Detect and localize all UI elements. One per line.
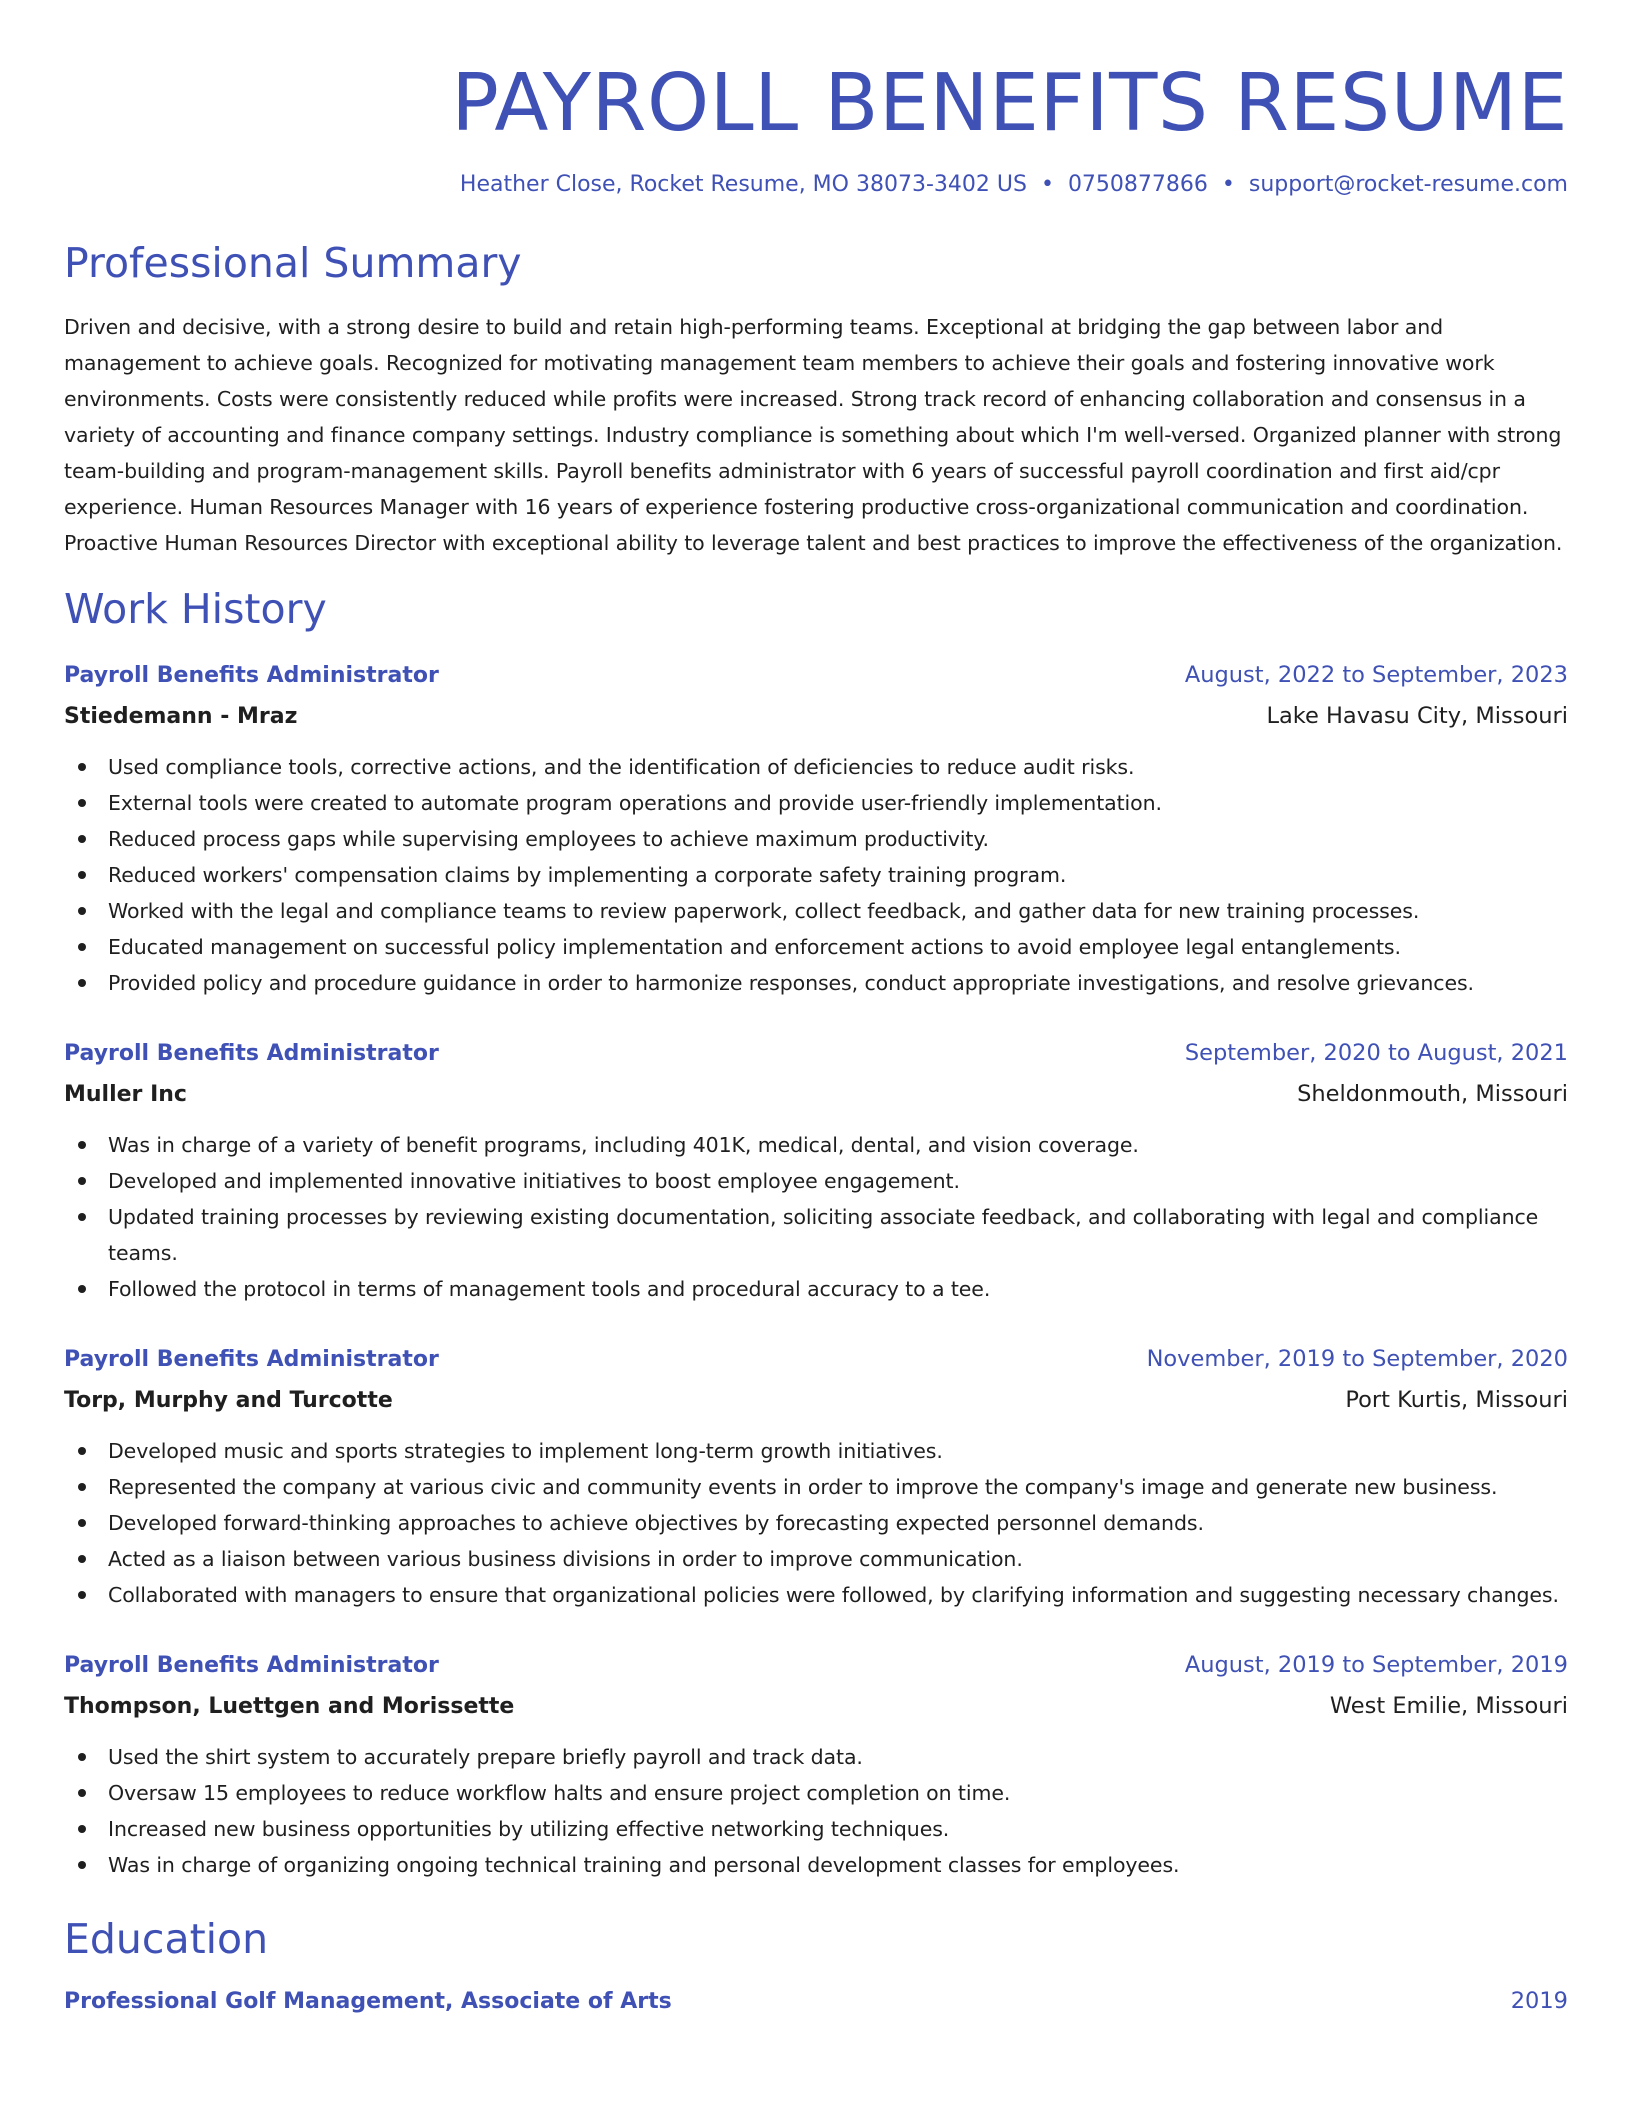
work-history-list <box>64 657 1568 1883</box>
bullet-dot-icon <box>78 1591 86 1599</box>
job-bullet-text: Followed the protocol in terms of management tools and procedural accuracy to a tee. <box>108 1277 991 1301</box>
job-bullet-text: Developed forward-thinking approaches to achieve objectives by forecasting expected personnel demands. <box>108 1511 1204 1535</box>
contact-info <box>64 169 1568 201</box>
bullet-dot-icon <box>78 907 86 915</box>
job-location: Lake Havasu City, Missouri <box>1266 703 1568 729</box>
bullet-dot-icon <box>78 1447 86 1455</box>
bullet-dot-icon <box>78 835 86 843</box>
job-bullet-text: Acted as a liaison between various business divisions in order to improve communication. <box>108 1547 1023 1571</box>
job-company-row <box>64 694 1568 735</box>
job-bullet-text: External tools were created to automate program operations and provide user-friendly implementation. <box>108 791 1162 815</box>
bullet-dot-icon <box>78 1483 86 1491</box>
bullet-dot-icon <box>78 1213 86 1221</box>
job-bullet <box>64 1577 1568 1613</box>
job-company: Muller Inc <box>64 1082 187 1107</box>
contact-separator: • <box>1221 172 1235 197</box>
job-dates: August, 2022 to September, 2023 <box>1184 662 1568 688</box>
job-bullet <box>64 893 1568 929</box>
bullet-dot-icon <box>78 1519 86 1527</box>
work-history-heading: Work History <box>64 585 327 633</box>
job-dates: November, 2019 to September, 2020 <box>1146 1346 1568 1372</box>
education-degree: Professional Golf Management, Associate of Arts <box>64 1989 672 2014</box>
job-location: Sheldonmouth, Missouri <box>1297 1081 1568 1107</box>
job-title-row <box>64 1341 1568 1378</box>
job-bullet-text: Oversaw 15 employees to reduce workflow halts and ensure project completion on time. <box>108 1781 1011 1805</box>
job-bullet <box>64 1775 1568 1811</box>
bullet-dot-icon <box>78 799 86 807</box>
job-bullet-list <box>64 749 1568 1001</box>
job-bullet-text: Worked with the legal and compliance teams to review paperwork, collect feedback, and gather data for new training processes. <box>108 899 1420 923</box>
job-company-row <box>64 1378 1568 1419</box>
education-year: 2019 <box>1510 1988 1568 2014</box>
job-entry <box>64 1647 1568 1883</box>
job-entry <box>64 657 1568 1001</box>
bullet-dot-icon <box>78 1861 86 1869</box>
job-entry <box>64 1035 1568 1307</box>
job-bullet <box>64 1127 1568 1163</box>
bullet-dot-icon <box>78 943 86 951</box>
job-bullet <box>64 929 1568 965</box>
bullet-dot-icon <box>78 1177 86 1185</box>
contact-separator: • <box>1040 172 1054 197</box>
job-bullet <box>64 1811 1568 1847</box>
job-company-row <box>64 1072 1568 1113</box>
bullet-dot-icon <box>78 1285 86 1293</box>
job-dates: August, 2019 to September, 2019 <box>1184 1652 1568 1678</box>
job-company: Torp, Murphy and Turcotte <box>64 1388 393 1413</box>
job-bullet-list <box>64 1433 1568 1613</box>
job-bullet <box>64 1739 1568 1775</box>
bullet-dot-icon <box>78 1753 86 1761</box>
job-bullet <box>64 749 1568 785</box>
job-bullet-text: Developed music and sports strategies to implement long-term growth initiatives. <box>108 1439 943 1463</box>
job-bullet <box>64 1469 1568 1505</box>
job-bullet <box>64 965 1568 1001</box>
job-bullet-text: Used the shirt system to accurately prepare briefly payroll and track data. <box>108 1745 863 1769</box>
bullet-dot-icon <box>78 1825 86 1833</box>
job-bullet-text: Used compliance tools, corrective actions, and the identification of deficiencies to reduce audit risks. <box>108 755 1135 779</box>
job-title-row <box>64 657 1568 694</box>
job-entry <box>64 1341 1568 1613</box>
job-title-row <box>64 1035 1568 1072</box>
job-location: West Emilie, Missouri <box>1329 1693 1568 1719</box>
job-company: Thompson, Luettgen and Morissette <box>64 1694 515 1719</box>
bullet-dot-icon <box>78 1555 86 1563</box>
job-title: Payroll Benefits Administrator <box>64 1347 439 1372</box>
contact-address: Heather Close, Rocket Resume, MO 38073-3402 US <box>459 172 1027 197</box>
contact-email[interactable]: support@rocket-resume.com <box>1248 172 1568 197</box>
job-bullet <box>64 1271 1568 1307</box>
job-bullet-text: Reduced process gaps while supervising employees to achieve maximum productivity. <box>108 827 989 851</box>
job-bullet-text: Developed and implemented innovative initiatives to boost employee engagement. <box>108 1169 960 1193</box>
bullet-dot-icon <box>78 1141 86 1149</box>
job-location: Port Kurtis, Missouri <box>1345 1387 1568 1413</box>
job-title: Payroll Benefits Administrator <box>64 1653 439 1678</box>
job-bullet <box>64 1847 1568 1883</box>
bullet-dot-icon <box>78 871 86 879</box>
job-title: Payroll Benefits Administrator <box>64 1041 439 1066</box>
job-bullet <box>64 1433 1568 1469</box>
job-bullet-list <box>64 1739 1568 1883</box>
job-company: Stiedemann - Mraz <box>64 704 298 729</box>
education-heading: Education <box>64 1915 269 1963</box>
job-bullet <box>64 785 1568 821</box>
job-bullet-text: Provided policy and procedure guidance in order to harmonize responses, conduct appropriate investigations, and resolve grievances. <box>108 971 1474 995</box>
job-bullet <box>64 1505 1568 1541</box>
job-title: Payroll Benefits Administrator <box>64 663 439 688</box>
job-bullet-text: Updated training processes by reviewing existing documentation, soliciting associate feedback, and collaborating with legal and compliance teams. <box>108 1205 1539 1265</box>
job-bullet-text: Educated management on successful policy implementation and enforcement actions to avoid employee legal entanglements. <box>108 935 1401 959</box>
job-bullet <box>64 1199 1568 1271</box>
job-dates: September, 2020 to August, 2021 <box>1184 1040 1568 1066</box>
bullet-dot-icon <box>78 1789 86 1797</box>
job-bullet-text: Reduced workers' compensation claims by implementing a corporate safety training program. <box>108 863 1067 887</box>
job-bullet-text: Was in charge of organizing ongoing technical training and personal development classes for employees. <box>108 1853 1180 1877</box>
job-bullet <box>64 1163 1568 1199</box>
job-bullet-text: Was in charge of a variety of benefit programs, including 401K, medical, dental, and vision coverage. <box>108 1133 1139 1157</box>
job-company-row <box>64 1684 1568 1725</box>
resume-title: PAYROLL BENEFITS RESUME <box>451 57 1568 149</box>
job-title-row <box>64 1647 1568 1684</box>
job-bullet-text: Represented the company at various civic and community events in order to improve the company's image and generate new business. <box>108 1475 1498 1499</box>
contact-phone[interactable]: 0750877866 <box>1067 172 1208 197</box>
job-bullet-text: Collaborated with managers to ensure that organizational policies were followed, by clarifying information and suggesting necessary changes. <box>108 1583 1559 1607</box>
bullet-dot-icon <box>78 979 86 987</box>
job-bullet <box>64 1541 1568 1577</box>
job-bullet-text: Increased new business opportunities by utilizing effective networking techniques. <box>108 1817 950 1841</box>
job-bullet-list <box>64 1127 1568 1307</box>
bullet-dot-icon <box>78 763 86 771</box>
education-entry <box>64 1983 1568 2020</box>
job-bullet <box>64 857 1568 893</box>
summary-heading: Professional Summary <box>64 239 522 287</box>
summary-text: Driven and decisive, with a strong desire to build and retain high-performing teams. Exceptional at bridging the gap between labor and management to achieve goals. Recognized for motivating management team members to achieve their goals and fostering innovative work environments. Costs were consistently reduced while profits were increased. Strong track record of enhancing collaboration and consensus in a variety of accounting and finance company settings. Industry compliance is something about which I'm well-versed. Organized planner with strong team-building and program-management skills. Payroll benefits administrator with 6 years of successful payroll coordination and first aid/cpr experience. Human Resources Manager with 16 years of experience fostering productive cross-organizational communication and coordination. Proactive Human Resources Director with exceptional ability to leverage talent and best practices to improve the effectiveness of the organization. <box>64 315 1563 555</box>
job-bullet <box>64 821 1568 857</box>
